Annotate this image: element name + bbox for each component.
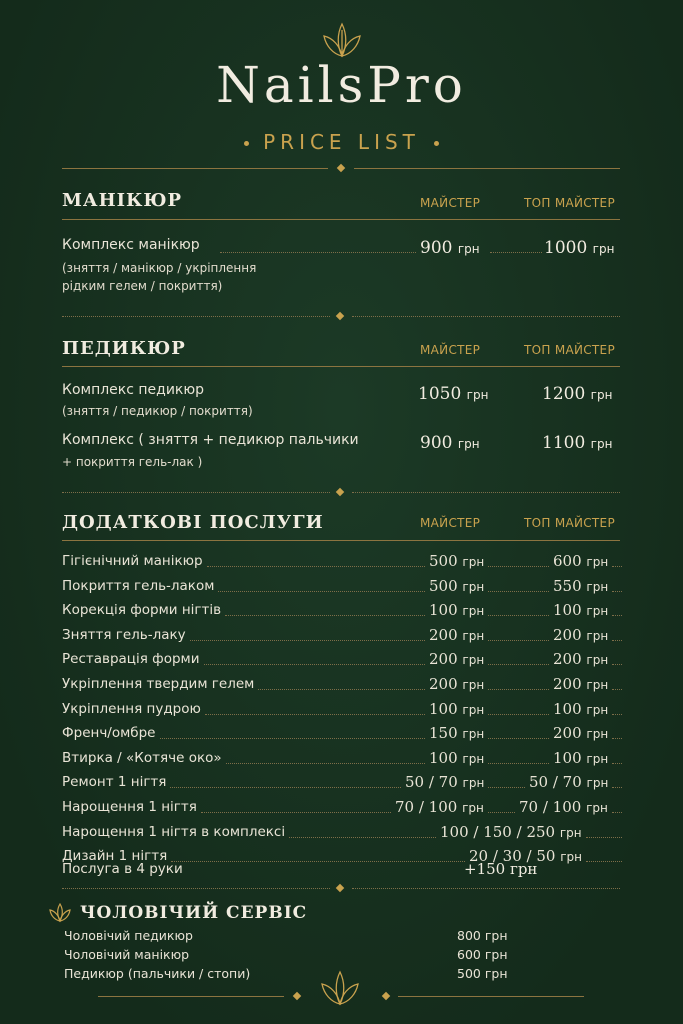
leader-dots — [612, 763, 622, 764]
price-top-master: 200 грн — [553, 675, 609, 693]
diamond-icon — [336, 884, 344, 892]
service-note: рідким гелем / покриття) — [62, 279, 223, 293]
service-name: Покриття гель-лаком — [62, 577, 215, 594]
section-dotted-divider — [62, 492, 330, 493]
price-top-master: 200 грн — [553, 724, 609, 743]
service-row — [62, 676, 622, 694]
section-dotted-divider — [352, 316, 620, 317]
leader-dots — [488, 615, 549, 616]
leader-dots — [204, 664, 425, 665]
service-row — [62, 799, 622, 817]
price-top-master: 200 грн — [553, 650, 609, 669]
leader-dots — [488, 664, 549, 665]
leader-dots — [171, 861, 465, 862]
leader-dots — [218, 591, 425, 592]
men-service-name: Чоловічий педикюр — [64, 928, 193, 943]
leader-dots — [612, 714, 622, 715]
service-row — [62, 750, 622, 768]
price-master: 200 грн — [429, 650, 485, 669]
leaf-ornament-icon — [318, 970, 362, 1006]
leader-dots — [289, 837, 436, 838]
price-master: 100 грн — [429, 601, 485, 620]
price-master: 100 грн — [429, 748, 485, 767]
price-top-master: 1200 грн — [542, 384, 613, 404]
leader-dots — [488, 689, 549, 690]
highlight-service-name: Послуга в 4 руки — [62, 861, 183, 877]
service-name: Комплекс манікюр — [62, 237, 200, 253]
men-service-name: Чоловічий манікюр — [64, 947, 190, 962]
column-header-master: МАЙСТЕР — [420, 516, 481, 530]
service-name: Дизайн 1 нігтя — [62, 848, 168, 865]
leader-dots — [207, 566, 425, 567]
price-master: 100 / 150 / 250 грн — [440, 822, 582, 841]
price-master: 500 грн — [429, 576, 485, 595]
leader-dots — [488, 640, 549, 641]
section-title-men-service: ЧОЛОВІЧИЙ СЕРВІС — [80, 903, 308, 923]
leader-dots — [160, 738, 425, 739]
price-list-subtitle — [0, 130, 683, 154]
service-name: Нарощення 1 нігтя в комплексі — [62, 823, 286, 840]
leader-dots — [488, 738, 549, 739]
section-dotted-divider — [352, 888, 620, 889]
price-top-master: 50 / 70 грн — [529, 773, 609, 792]
service-name: Зняття гель-лаку — [62, 626, 186, 643]
service-note: + покриття гель-лак ) — [62, 455, 203, 469]
leader-dots — [586, 861, 622, 862]
service-row — [62, 774, 622, 792]
leaf-icon — [48, 903, 72, 923]
section-title-manicure: МАНІКЮР — [62, 190, 183, 211]
price-master: 20 / 30 / 50 грн — [469, 847, 583, 866]
leader-dots — [225, 615, 425, 616]
section-rule — [62, 540, 620, 541]
column-header-master: МАЙСТЕР — [420, 343, 481, 357]
leader-dots — [488, 787, 525, 788]
service-row — [62, 553, 622, 571]
highlight-service-price: +150 грн — [464, 860, 538, 878]
price-top-master: 1000 грн — [544, 238, 615, 258]
price-top-master: 1100 грн — [542, 433, 613, 453]
leader-dots — [612, 640, 622, 641]
men-service-price: 500 грн — [457, 966, 508, 981]
leader-dots — [612, 787, 622, 788]
service-name: Френч/омбре — [62, 725, 156, 742]
men-service-price: 600 грн — [457, 947, 508, 962]
service-name: Укріплення пудрою — [62, 700, 201, 717]
leader-dots — [488, 591, 549, 592]
price-master: 100 грн — [429, 699, 485, 718]
price-top-master: 100 грн — [553, 699, 609, 718]
leader-dots — [612, 812, 622, 813]
service-note: (зняття / педикюр / покриття) — [62, 404, 253, 418]
section-dotted-divider — [352, 492, 620, 493]
price-master: 500 грн — [429, 552, 485, 570]
leader-dots — [612, 591, 622, 592]
price-master: 50 / 70 грн — [405, 773, 485, 792]
leader-dots — [201, 812, 391, 813]
diamond-icon — [336, 488, 344, 496]
column-header-top-master: ТОП МАЙСТЕР — [524, 343, 615, 357]
diamond-icon — [382, 992, 390, 1000]
service-name: Нарощення 1 нігтя — [62, 799, 197, 815]
leader-dots — [205, 714, 425, 715]
service-row — [62, 578, 622, 596]
column-header-master: МАЙСТЕР — [420, 196, 481, 210]
diamond-icon — [337, 164, 345, 172]
price-master: 70 / 100 грн — [395, 798, 484, 816]
leader-dots — [226, 763, 425, 764]
diamond-icon — [336, 312, 344, 320]
brand-logo-text: NailsPro — [216, 56, 467, 114]
section-rule — [62, 219, 620, 220]
leader-dots — [612, 615, 622, 616]
diamond-icon — [293, 992, 301, 1000]
service-name: Ремонт 1 нігтя — [62, 774, 167, 791]
service-name: Корекція форми нігтів — [62, 602, 222, 619]
section-rule — [62, 366, 620, 367]
leader-dots — [490, 252, 542, 253]
dot-icon — [244, 141, 249, 146]
divider-line — [354, 168, 620, 169]
leader-dots — [612, 689, 622, 690]
price-master: 150 грн — [429, 724, 485, 743]
section-title-extra-services: ДОДАТКОВІ ПОСЛУГИ — [62, 512, 324, 533]
price-master: 900 грн — [420, 238, 480, 258]
price-top-master: 70 / 100 грн — [519, 798, 608, 816]
divider-line — [98, 996, 284, 997]
service-row — [62, 627, 622, 645]
service-name: Комплекс ( зняття + педикюр пальчики — [62, 432, 359, 448]
price-top-master: 100 грн — [553, 748, 609, 767]
divider-line — [62, 168, 328, 169]
leader-dots — [612, 566, 622, 567]
price-master: 200 грн — [429, 625, 485, 644]
section-dotted-divider — [62, 888, 330, 889]
price-top-master: 100 грн — [553, 601, 609, 620]
men-service-name: Педикюр (пальчики / стопи) — [64, 966, 251, 981]
price-master: 1050 грн — [418, 384, 489, 404]
service-name: Реставрація форми — [62, 651, 200, 668]
service-name: Укріплення твердим гелем — [62, 676, 255, 692]
price-master: 900 грн — [420, 433, 480, 453]
leader-dots — [488, 812, 515, 813]
service-row — [62, 725, 622, 743]
leaf-ornament-icon — [320, 22, 364, 58]
service-row — [62, 701, 622, 719]
leader-dots — [488, 714, 549, 715]
price-top-master: 550 грн — [553, 576, 609, 595]
dot-icon — [434, 141, 439, 146]
leader-dots — [612, 664, 622, 665]
leader-dots — [488, 763, 549, 764]
price-master: 200 грн — [429, 675, 485, 693]
leader-dots — [586, 837, 622, 838]
price-top-master: 600 грн — [553, 552, 609, 570]
service-name: Втирка / «Котяче око» — [62, 749, 222, 766]
column-header-top-master: ТОП МАЙСТЕР — [524, 196, 615, 210]
service-name: Гігієнічний манікюр — [62, 553, 203, 569]
service-row — [62, 602, 622, 620]
service-note: (зняття / манікюр / укріплення — [62, 261, 257, 275]
column-header-top-master: ТОП МАЙСТЕР — [524, 516, 615, 530]
subtitle-text: PRICE LIST — [263, 130, 420, 154]
leader-dots — [612, 738, 622, 739]
section-dotted-divider — [62, 316, 330, 317]
service-row — [62, 824, 622, 842]
leader-dots — [190, 640, 425, 641]
leader-dots — [258, 689, 425, 690]
leader-dots — [220, 252, 416, 253]
leader-dots — [170, 787, 401, 788]
section-title-pedicure: ПЕДИКЮР — [62, 338, 186, 359]
service-row — [62, 651, 622, 669]
leader-dots — [488, 566, 549, 567]
service-name: Комплекс педикюр — [62, 382, 205, 398]
divider-line — [398, 996, 584, 997]
price-top-master: 200 грн — [553, 625, 609, 644]
men-service-price: 800 грн — [457, 928, 508, 943]
